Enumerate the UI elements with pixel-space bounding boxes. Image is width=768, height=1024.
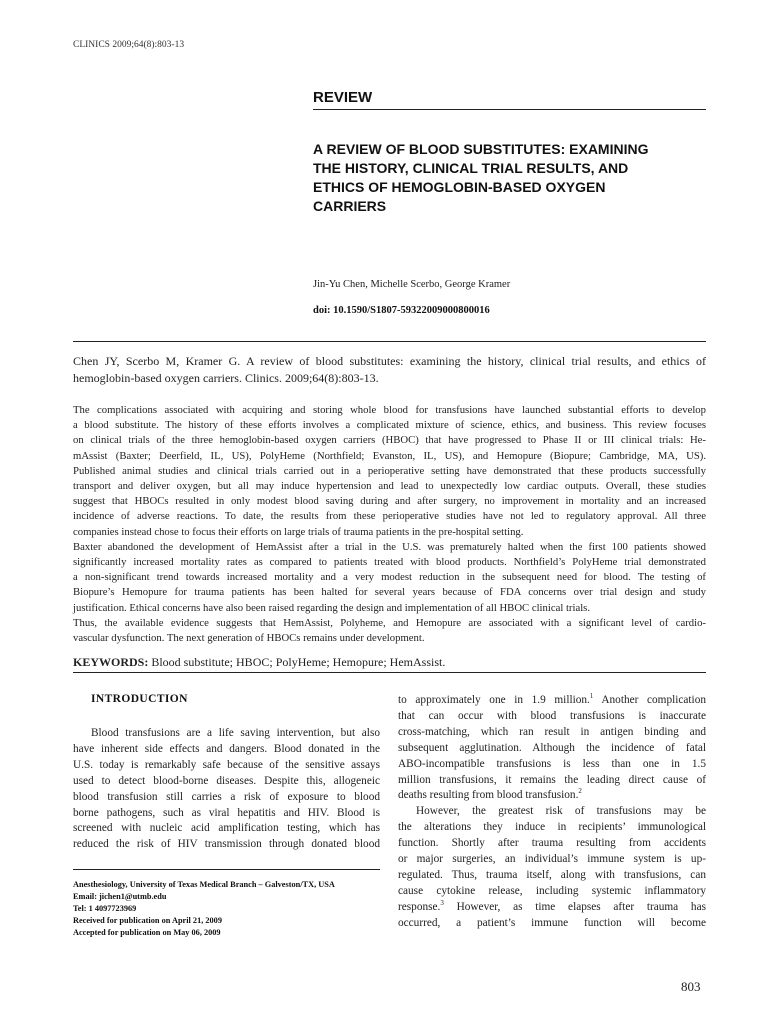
body-line: the alterations they induce in recipients’ immunological [398, 821, 706, 834]
body-line: used to detect blood-borne diseases. Despite this, allogeneic [73, 774, 380, 787]
abstract-line: transport and deliver oxygen, but all may induce hypertension and lead to unexpectedly low cardiac outputs. Overall, these studies [73, 480, 706, 493]
body-line: screened with nucleic acid amplification testing, which has [73, 822, 380, 835]
citation-rule [73, 341, 706, 342]
abstract-line: Baxter abandoned the development of HemAssist after a trial in the U.S. was prematurely halted when the first 100 patients showed [73, 540, 706, 553]
title-line: ETHICS OF HEMOGLOBIN-BASED OXYGEN [313, 179, 606, 195]
keywords-rule [73, 672, 706, 673]
footnote-received: Received for publication on April 21, 2009 [73, 916, 222, 925]
body-line: to approximately one in 1.9 million.$^1$ Another complication [398, 692, 706, 706]
footnote-accepted: Accepted for publication on May 06, 2009 [73, 928, 221, 937]
section-heading-introduction: INTRODUCTION [91, 693, 188, 705]
reference-marker[interactable]: 1 [589, 692, 594, 701]
keywords-text: Blood substitute; HBOC; PolyHeme; Hemopure; HemAssist. [151, 655, 446, 669]
abstract-line: Thus, the available evidence suggests that HemAssist, Polyheme, and Hemopure are associated with a significant level of cardio- [73, 616, 706, 629]
body-line: cause cytokine release, including systemic inflammatory [398, 884, 706, 897]
citation-block: Chen JY, Scerbo M, Kramer G. A review of blood substitutes: examining the history, clinical trial results, and ethics of hemoglobin-based oxygen carriers. Clinics. 2009;64(8):803-13. [73, 354, 706, 385]
footnote [73, 879, 383, 939]
abstract-line: on clinical trials of the three hemoglobin-based oxygen carriers (HBOC) that have progressed to Phase II or III clinical trials: He- [73, 434, 706, 447]
body-line: borne pathogens, such as viral hepatitis and HIV. Blood is [73, 806, 380, 819]
keywords [73, 655, 445, 670]
author-list: Jin-Yu Chen, Michelle Scerbo, George Kramer [313, 279, 511, 290]
body-line: response.$^3$ However, as time elapses after trauma has [398, 899, 706, 913]
body-line: ABO-incompatible transfusions is less than one in 1.5 [398, 757, 706, 770]
reference-marker[interactable]: 2 [578, 787, 582, 796]
footnote-affiliation: Anesthesiology, University of Texas Medical Branch – Galveston/TX, USA [73, 880, 335, 889]
abstract-line: a blood substitute. The history of these efforts involves a complicated mixture of science, ethics, and business. This review focuses [73, 419, 706, 432]
body-line: Blood transfusions are a life saving intervention, but also [91, 727, 380, 739]
body-line: blood transfusion still carries a risk of exposure to blood [73, 790, 380, 803]
page-number: 803 [681, 979, 701, 994]
body-line: function. Shortly after trauma resulting from accidents [398, 837, 706, 850]
abstract-line: suggest that HBOCs resulted in only modest blood saving during and after surgery, no improvement in mortality and an increased [73, 495, 706, 508]
reference-marker[interactable]: 3 [440, 899, 444, 908]
abstract-line: mAssist (Baxter; Deerfield, IL, US), PolyHeme (Northfield; Evanston, IL, US), and Hemopure (Biopure; Cambridge, MA, US). [73, 449, 706, 462]
left-column [73, 726, 380, 853]
body-line: deaths resulting from blood transfusion.$^2$ [398, 787, 582, 802]
abstract-line: Biopure’s Hemopure for trauma patients has been halted for several years because of FDA concerns over trial design and study [73, 586, 706, 599]
body-line: cross-matching, which ran result in antigen binding and [398, 725, 706, 738]
body-line: regulated. Thus, trauma itself, along with transfusions, can [398, 868, 706, 881]
title-line: THE HISTORY, CLINICAL TRIAL RESULTS, AND [313, 160, 629, 176]
section-label: REVIEW [313, 89, 373, 106]
title-line: A REVIEW OF BLOOD SUBSTITUTES: EXAMINING [313, 141, 649, 157]
doi-link[interactable]: doi: 10.1590/S1807-59322009000800016 [313, 305, 490, 316]
abstract-line: companies instead chose to focus their efforts on large trials of trauma patients in the pre-hospital setting. [73, 525, 524, 538]
body-line: U.S. today is remarkably safe because of the sensitive assays [73, 758, 380, 771]
footnote-tel: Tel: 1 4097723969 [73, 904, 137, 913]
footnote-email[interactable]: Email: jichen1@utmb.edu [73, 892, 167, 901]
abstract-line: vascular dysfunction. The next generation of HBOCs remains under development. [73, 632, 425, 645]
footnote-rule [73, 869, 380, 870]
body-line: reduced the risk of HIV transmission through donated blood [73, 838, 380, 851]
article-title [313, 140, 713, 216]
body-line: or major surgeries, an individual’s immune system is up- [398, 853, 706, 866]
header-rule [313, 109, 706, 110]
journal-reference: CLINICS 2009;64(8):803-13 [73, 40, 185, 50]
right-column [398, 693, 706, 932]
abstract-line: The complications associated with acquiring and storing whole blood for transfusions have launched substantial efforts to develop [73, 404, 706, 416]
body-line: million transfusions, it remains the leading direct cause of [398, 773, 706, 786]
abstract-line: Published animal studies and clinical trials carried out in a perioperative setting have demonstrated that these products successfully [73, 464, 706, 477]
title-line: CARRIERS [313, 198, 387, 214]
body-line: However, the greatest risk of transfusions may be [416, 805, 706, 818]
abstract-line: significantly increased mortality rates as compared to patients treated with blood products. Northfield’s PolyHeme trial demonstrated [73, 556, 706, 569]
body-line: occurred, a patient’s immune function will become [398, 916, 706, 929]
abstract-line: a non-significant trend towards increased mortality and a very modest reduction in the subsequent need for blood. The testing of [73, 571, 706, 584]
abstract-line: incidence of adverse reactions. To date, the results from these perioperative studies have not led to regulatory approval. All three [73, 510, 706, 523]
abstract [73, 403, 706, 646]
body-line: have inherent side effects and dangers. Blood donated in the [73, 742, 380, 755]
keywords-label: KEYWORDS: [73, 655, 149, 669]
abstract-line: justification. Ethical concerns have also been raised regarding the design and implementation of all HBOC clinical trials. [73, 601, 590, 614]
body-line: that can occur with blood transfusions is inaccurate [398, 709, 706, 722]
body-line: subsequent agglutination. Although the incidence of fatal [398, 741, 706, 754]
